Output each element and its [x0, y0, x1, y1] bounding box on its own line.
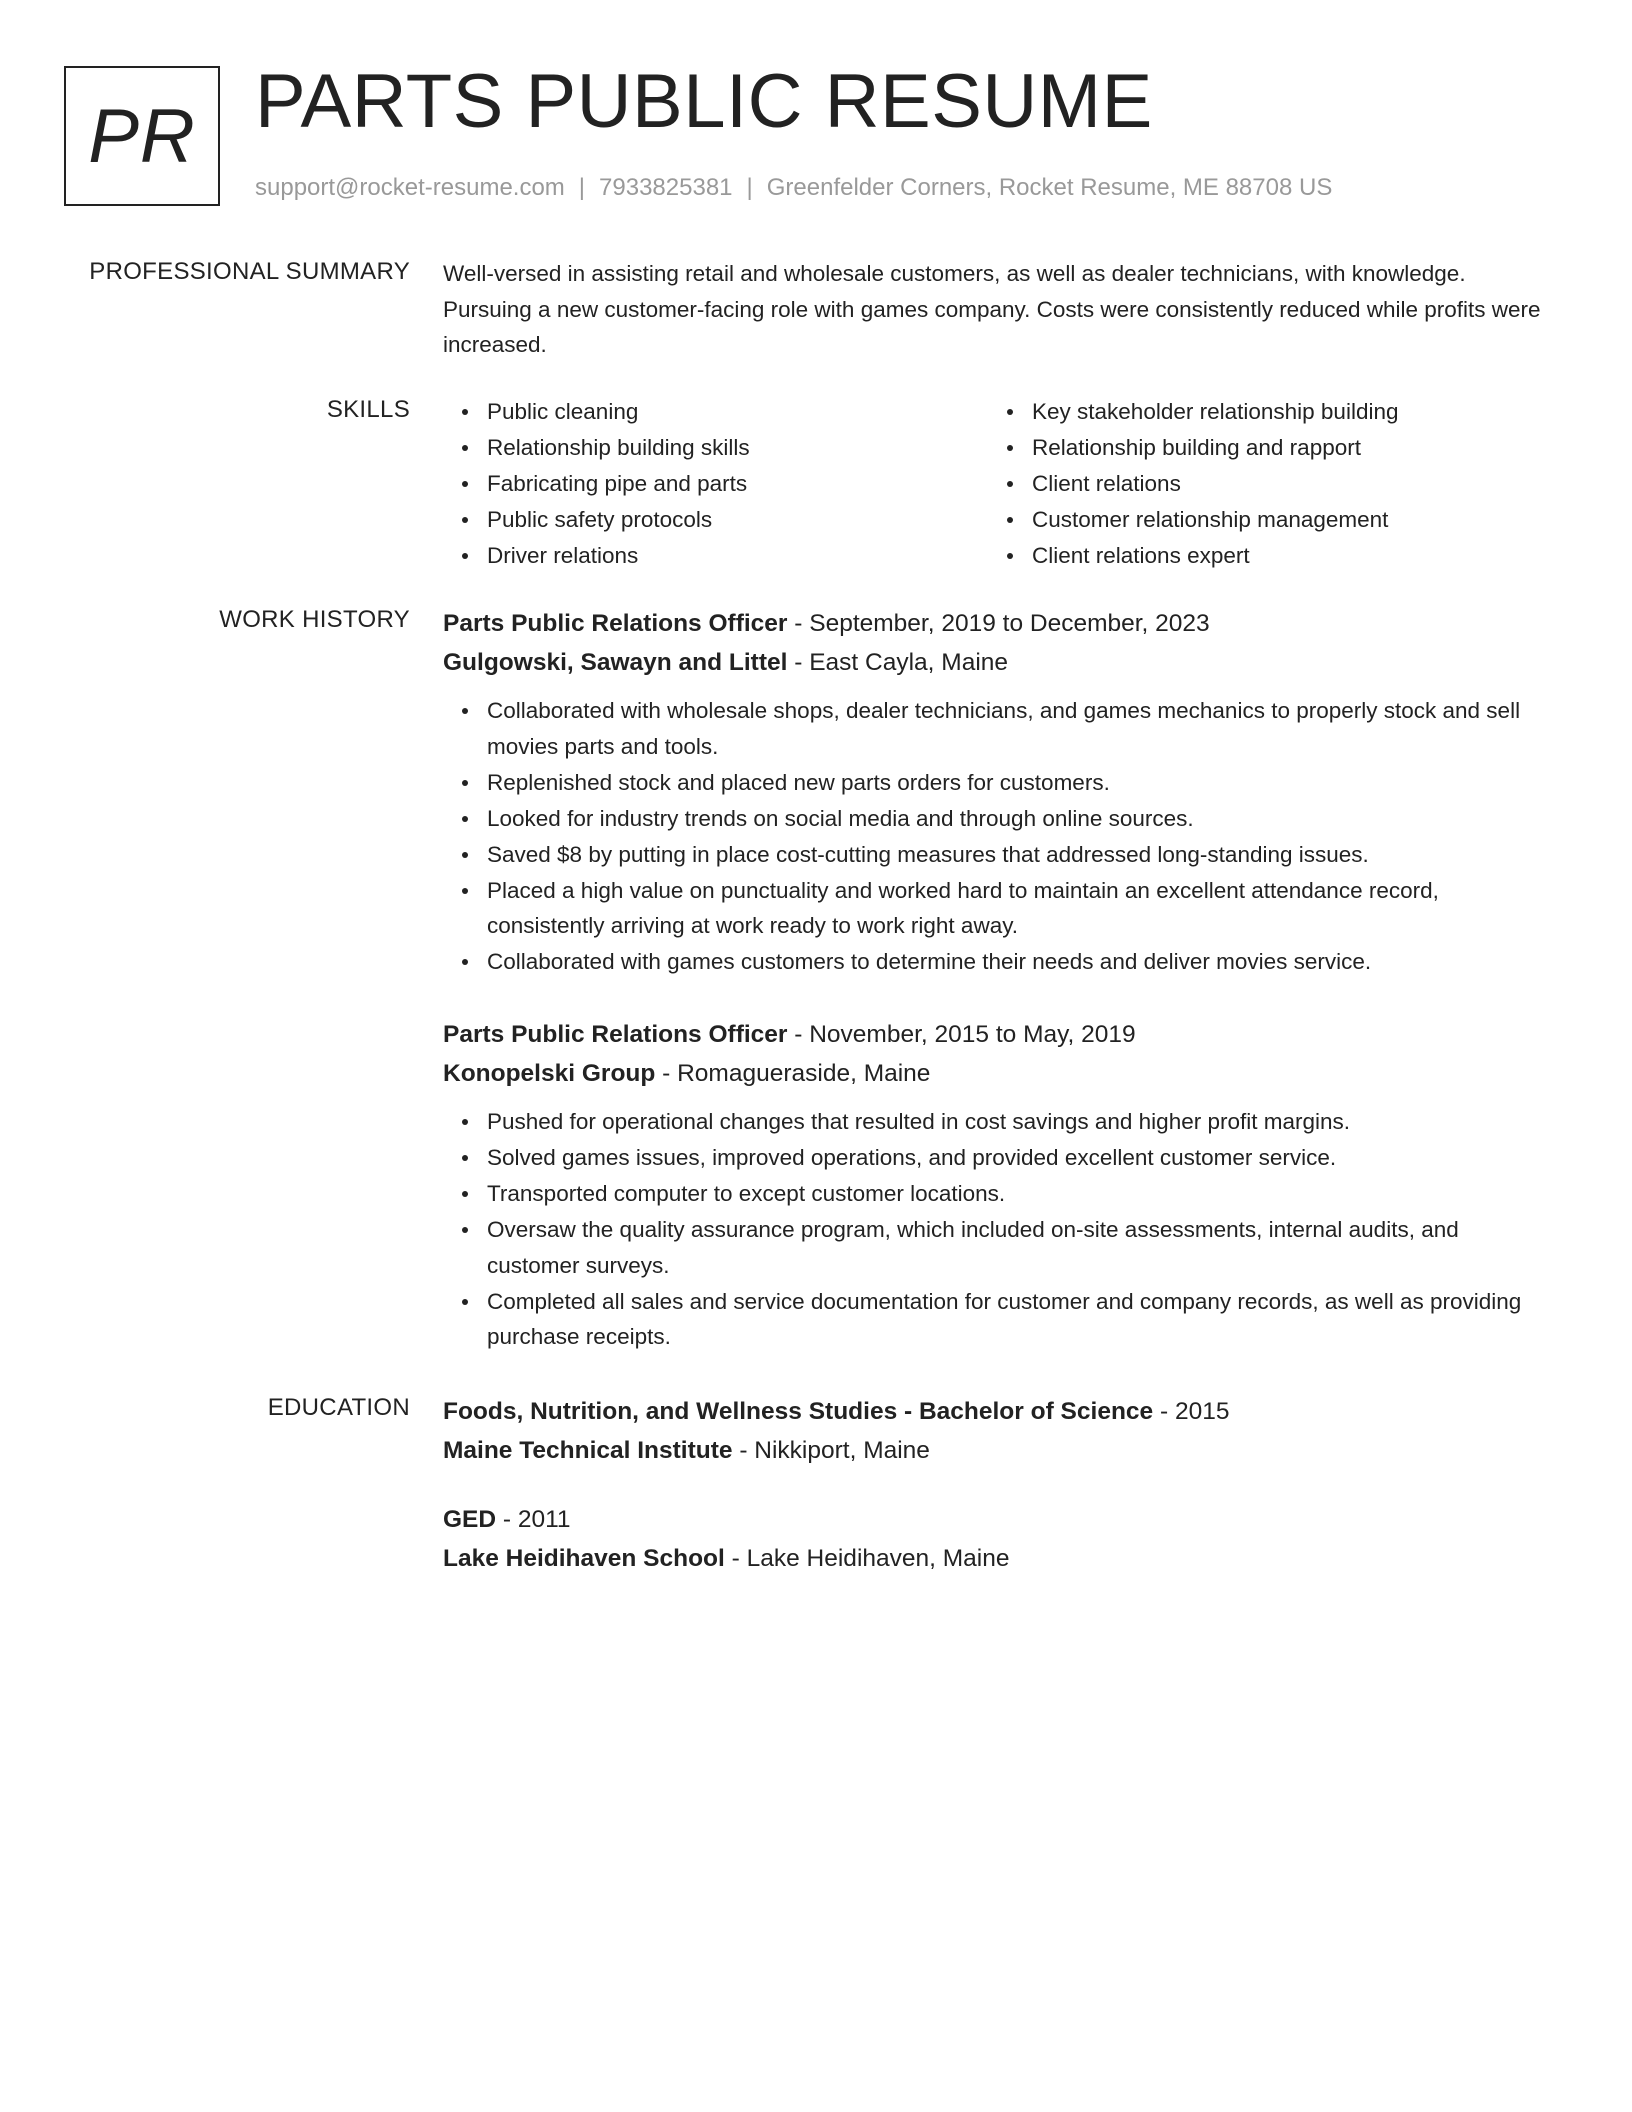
education-year: - 2015: [1153, 1398, 1230, 1425]
list-item: Oversaw the quality assurance program, which included on-site assessments, internal audits, and customer surveys.: [487, 1212, 1553, 1283]
education-school-line: [443, 1431, 1553, 1470]
education-location: - Lake Heidihaven, Maine: [724, 1545, 1010, 1572]
education-year: - 2011: [496, 1506, 571, 1533]
summary-heading: PROFESSIONAL SUMMARY: [89, 258, 410, 285]
job-company: Gulgowski, Sawayn and Littel: [443, 649, 788, 676]
job-location: - Romagueraside, Maine: [655, 1060, 931, 1087]
contact-address: Greenfelder Corners, Rocket Resume, ME 88708 US: [766, 174, 1333, 201]
job-title: Parts Public Relations Officer: [443, 1021, 788, 1048]
education-degree: Foods, Nutrition, and Wellness Studies - Bachelor of Science: [443, 1398, 1154, 1425]
education-entry: [443, 1392, 1553, 1470]
list-item: Completed all sales and service documentation for customer and company records, as well as providing purchase receipts.: [487, 1284, 1553, 1355]
skills-heading: SKILLS: [326, 396, 410, 423]
list-item: Relationship building and rapport: [1032, 430, 1533, 466]
education-heading: EDUCATION: [267, 1394, 410, 1421]
job-entry: [443, 1015, 1553, 1355]
job-company: Konopelski Group: [443, 1060, 656, 1087]
education-school-line: [443, 1539, 1553, 1578]
list-item: Replenished stock and placed new parts orders for customers.: [487, 765, 1553, 801]
resume-name: PARTS PUBLIC RESUME: [255, 59, 1153, 144]
summary-text: Well-versed in assisting retail and wholesale customers, as well as dealer technicians, with knowledge. Pursuing a new customer-facing role with games company. Costs were consistently reduced while profits were increased.: [443, 261, 1541, 357]
education-degree-line: [443, 1392, 1553, 1431]
education-school: Lake Heidihaven School: [443, 1545, 725, 1572]
list-item: Client relations: [1032, 466, 1533, 502]
monogram-box: [64, 66, 220, 206]
job-dates: - September, 2019 to December, 2023: [787, 610, 1210, 637]
list-item: Public safety protocols: [487, 502, 988, 538]
education-entry: [443, 1500, 1553, 1578]
skills-columns: [443, 394, 1553, 574]
education-school: Maine Technical Institute: [443, 1437, 733, 1464]
monogram-initials: PR: [88, 93, 196, 179]
job-company-line: [443, 643, 1553, 682]
job-title: Parts Public Relations Officer: [443, 610, 788, 637]
list-item: Pushed for operational changes that resulted in cost savings and higher profit margins.: [487, 1104, 1553, 1140]
job-location: - East Cayla, Maine: [787, 649, 1009, 676]
skills-column-left: [443, 394, 988, 574]
education-location: - Nikkiport, Maine: [732, 1437, 930, 1464]
list-item: Solved games issues, improved operations, and provided excellent customer service.: [487, 1140, 1553, 1176]
work-history-body-2: [443, 1015, 1553, 1355]
contact-email: support@rocket-resume.com: [255, 174, 565, 201]
job-title-line: [443, 1015, 1553, 1054]
education-degree: GED: [443, 1506, 497, 1533]
list-item: Looked for industry trends on social media and through online sources.: [487, 801, 1553, 837]
list-item: Public cleaning: [487, 394, 988, 430]
list-item: Relationship building skills: [487, 430, 988, 466]
job-dates: - November, 2015 to May, 2019: [787, 1021, 1136, 1048]
job-company-line: [443, 1054, 1553, 1093]
list-item: Transported computer to except customer locations.: [487, 1176, 1553, 1212]
skills-column-right: [988, 394, 1533, 574]
contact-separator: |: [578, 174, 586, 201]
job-title-line: [443, 604, 1553, 643]
list-item: Fabricating pipe and parts: [487, 466, 988, 502]
job-bullets: [443, 1104, 1553, 1355]
education-degree-line: [443, 1500, 1553, 1539]
skills-list-left: [443, 394, 988, 574]
list-item: Customer relationship management: [1032, 502, 1533, 538]
contact-separator: |: [746, 174, 753, 201]
work-history-body: [443, 604, 1553, 980]
contact-line: [255, 174, 1332, 202]
skills-list-right: [988, 394, 1533, 574]
list-item: Client relations expert: [1032, 538, 1533, 574]
job-bullets: [443, 693, 1553, 980]
contact-phone: 7933825381: [599, 174, 733, 201]
list-item: Collaborated with games customers to determine their needs and deliver movies service.: [487, 944, 1553, 980]
work-history-heading: WORK HISTORY: [219, 606, 410, 633]
list-item: Collaborated with wholesale shops, dealer technicians, and games mechanics to properly stock and sell movies parts and tools.: [487, 693, 1553, 764]
job-entry: [443, 604, 1553, 980]
education-body: [443, 1392, 1553, 1578]
list-item: Placed a high value on punctuality and worked hard to maintain an excellent attendance record, consistently arriving at work ready to work right away.: [487, 873, 1553, 944]
list-item: Saved $8 by putting in place cost-cutting measures that addressed long-standing issues.: [487, 837, 1553, 873]
list-item: Key stakeholder relationship building: [1032, 394, 1533, 430]
list-item: Driver relations: [487, 538, 988, 574]
